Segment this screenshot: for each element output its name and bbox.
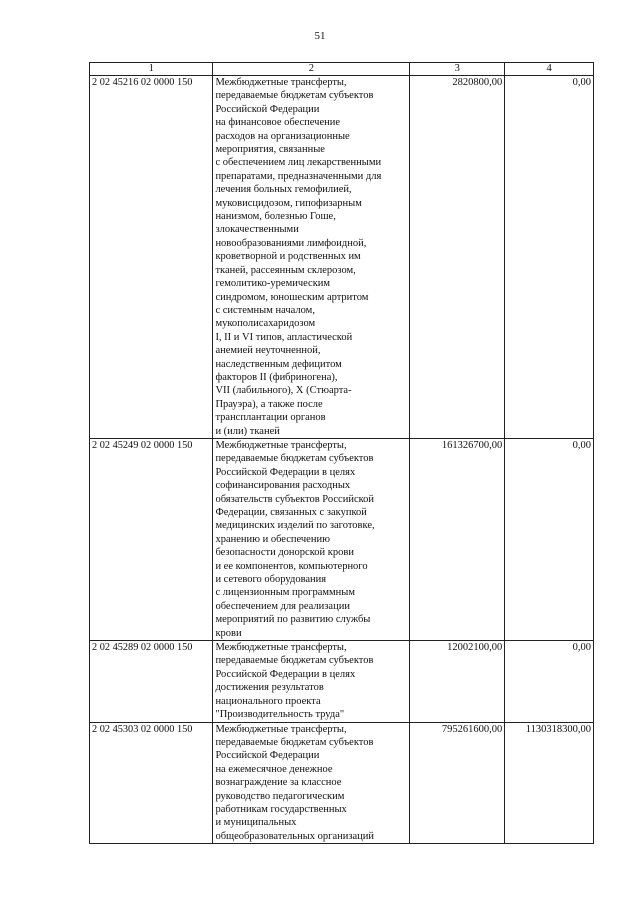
description-line: достижения результатов bbox=[215, 682, 324, 694]
description-line: обеспечением для реализации bbox=[215, 600, 350, 612]
amount-cell-col3: 12002100,00 bbox=[410, 641, 505, 722]
description-line: Межбюджетные трансферты, bbox=[215, 723, 347, 735]
description-line: обязательств субъектов Российской bbox=[215, 493, 375, 505]
description-line: общеобразовательных организаций bbox=[215, 830, 375, 842]
description-line: на ежемесячное денежное bbox=[215, 763, 333, 775]
amount-cell-col4: 1130318300,00 bbox=[505, 722, 594, 844]
amount-cell-col3: 2820800,00 bbox=[410, 76, 505, 439]
description-line: Российской Федерации в целях bbox=[215, 466, 356, 478]
description-line: и ее компонентов, компьютерного bbox=[215, 560, 368, 572]
description-line: муковисцидозом, гипофизарным bbox=[215, 197, 362, 209]
description-line: крови bbox=[215, 627, 242, 639]
description-line: передаваемые бюджетам субъектов bbox=[215, 655, 374, 667]
column-header-3: 3 bbox=[410, 63, 505, 76]
description-line: передаваемые бюджетам субъектов bbox=[215, 90, 374, 102]
description-cell bbox=[213, 438, 410, 640]
amount-cell-col4: 0,00 bbox=[505, 438, 594, 640]
description-line: синдромом, юношеским артритом bbox=[215, 291, 369, 303]
description-line: работникам государственных bbox=[215, 803, 347, 815]
description-line: новообразованиями лимфоидной, bbox=[215, 237, 367, 249]
column-header-1: 1 bbox=[90, 63, 213, 76]
description-line: Прауэра), а также после bbox=[215, 398, 323, 410]
description-line: кроветворной и родственных им bbox=[215, 251, 361, 263]
description-line: "Производительность труда" bbox=[215, 709, 345, 721]
description-line: мукополисахаридозом bbox=[215, 318, 316, 330]
description-line: Межбюджетные трансферты, bbox=[215, 77, 347, 88]
description-line: софинансирования расходных bbox=[215, 480, 351, 492]
column-header-2: 2 bbox=[213, 63, 410, 76]
description-line: безопасности донорской крови bbox=[215, 547, 354, 559]
description-line: и муниципальных bbox=[215, 817, 297, 829]
table-row bbox=[90, 641, 594, 722]
description-line: мероприятия, связанные bbox=[215, 144, 325, 156]
amount-cell-col3: 161326700,00 bbox=[410, 438, 505, 640]
description-line: Межбюджетные трансферты, bbox=[215, 642, 347, 654]
description-line: хранению и обеспечению bbox=[215, 533, 330, 545]
budget-code-cell: 2 02 45303 02 0000 150 bbox=[90, 722, 213, 844]
description-line: препаратами, предназначенными для bbox=[215, 170, 382, 182]
table-row bbox=[90, 76, 594, 439]
description-line: с системным началом, bbox=[215, 304, 315, 316]
description-line: трансплантации органов bbox=[215, 412, 326, 424]
page-number: 51 bbox=[314, 30, 326, 42]
description-line: наследственным дефицитом bbox=[215, 358, 342, 370]
description-cell bbox=[213, 641, 410, 722]
description-line: на финансовое обеспечение bbox=[215, 117, 341, 129]
amount-cell-col4: 0,00 bbox=[505, 641, 594, 722]
description-line: I, II и VI типов, апластической bbox=[215, 331, 353, 343]
description-line: и сетевого оборудования bbox=[215, 574, 327, 586]
description-line: факторов II (фибриногена), bbox=[215, 371, 338, 383]
description-line: мероприятий по развитию службы bbox=[215, 614, 371, 626]
description-cell bbox=[213, 76, 410, 439]
description-line: и (или) тканей bbox=[215, 425, 280, 437]
budget-code-cell: 2 02 45289 02 0000 150 bbox=[90, 641, 213, 722]
description-line: тканей, рассеянным склерозом, bbox=[215, 264, 356, 276]
budget-code-cell: 2 02 45249 02 0000 150 bbox=[90, 438, 213, 640]
description-line: злокачественными bbox=[215, 224, 299, 236]
column-header-4: 4 bbox=[505, 63, 594, 76]
table-header-row bbox=[90, 63, 594, 76]
description-line: Российской Федерации bbox=[215, 103, 320, 115]
description-line: передаваемые бюджетам субъектов bbox=[215, 453, 374, 465]
description-line: Российской Федерации в целях bbox=[215, 668, 356, 680]
description-line: с лицензионным программным bbox=[215, 587, 356, 599]
table-row bbox=[90, 438, 594, 640]
budget-table bbox=[89, 62, 594, 844]
description-line: медицинских изделий по заготовке, bbox=[215, 520, 375, 532]
description-line: национального проекта bbox=[215, 695, 321, 707]
description-line: нанизмом, болезнью Гоше, bbox=[215, 211, 336, 223]
description-line: вознаграждение за классное bbox=[215, 777, 342, 789]
amount-cell-col3: 795261600,00 bbox=[410, 722, 505, 844]
description-cell bbox=[213, 722, 410, 844]
description-line: расходов на организационные bbox=[215, 130, 350, 142]
description-line: Российской Федерации bbox=[215, 750, 320, 762]
description-line: гемолитико-уремическим bbox=[215, 278, 331, 290]
description-line: с обеспечением лиц лекарственными bbox=[215, 157, 382, 169]
budget-code-cell: 2 02 45216 02 0000 150 bbox=[90, 76, 213, 439]
description-line: передаваемые бюджетам субъектов bbox=[215, 736, 374, 748]
description-line: Межбюджетные трансферты, bbox=[215, 439, 347, 451]
description-line: анемией неуточненной, bbox=[215, 345, 321, 357]
amount-cell-col4: 0,00 bbox=[505, 76, 594, 439]
description-line: VII (лабильного), X (Стюарта- bbox=[215, 385, 352, 397]
table-row bbox=[90, 722, 594, 844]
description-line: Федерации, связанных с закупкой bbox=[215, 507, 367, 518]
description-line: руководство педагогическим bbox=[215, 790, 345, 802]
description-line: лечения больных гемофилией, bbox=[215, 184, 352, 196]
